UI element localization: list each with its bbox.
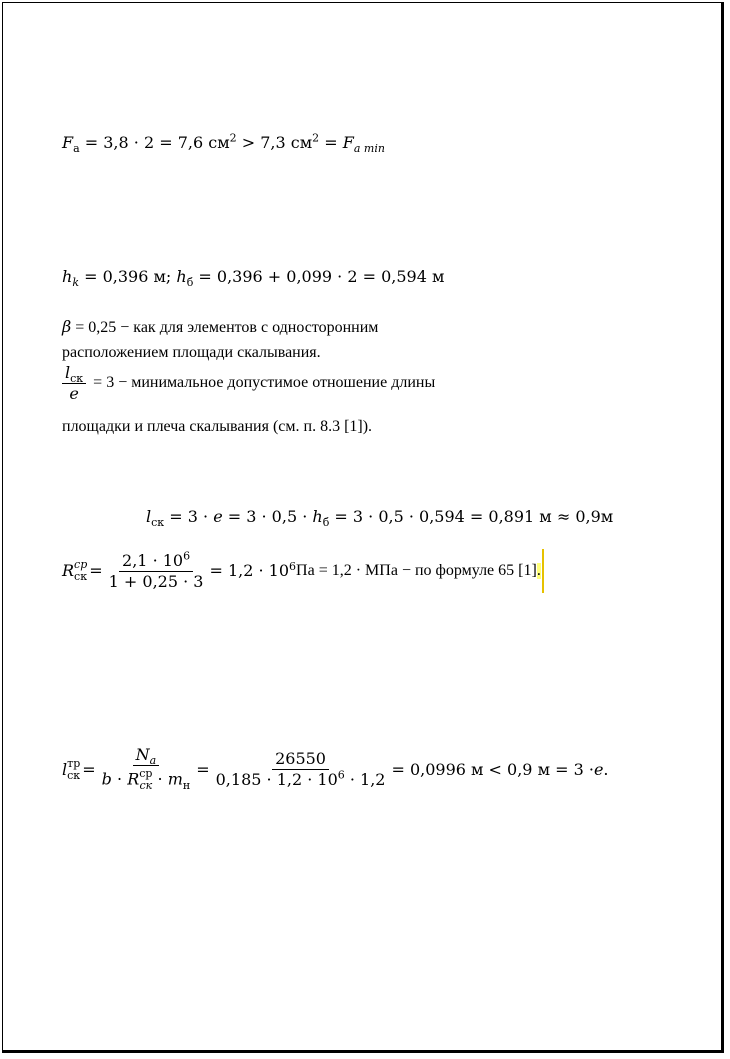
denominator: 1 + 0,25 · 3 — [108, 571, 204, 591]
fraction-l-over-e — [62, 365, 86, 402]
numerator: 26550 — [272, 751, 329, 770]
subscript: ск — [151, 516, 165, 530]
highlighted-period: . — [536, 562, 541, 579]
expression-text: Па = 1,2 · МПа − по формуле 65 [1] — [296, 562, 537, 579]
symbol-h: h — [176, 267, 187, 286]
superscript: ср — [74, 557, 88, 571]
subscript: а — [73, 142, 80, 156]
symbol-l: l — [65, 363, 71, 382]
superscript: 2 — [312, 131, 320, 145]
subscript: ск — [70, 372, 84, 386]
operator: · — [111, 769, 128, 789]
ratio-line-2 — [62, 419, 372, 435]
subscript: ск — [139, 779, 153, 793]
text-cursor — [542, 549, 544, 593]
equation-heights — [62, 267, 445, 290]
beta-line-1 — [62, 319, 378, 336]
subscript: k — [72, 276, 79, 290]
superscript: ср — [139, 767, 153, 780]
subscript: н — [182, 778, 191, 792]
fraction-strength — [106, 549, 207, 591]
symbol-m: m — [167, 769, 183, 789]
superscript: тр — [67, 756, 81, 770]
expression-text: > 7,3 см — [236, 133, 313, 152]
subscript: ск — [74, 570, 88, 583]
expression-text: = 0,396 + 0,099 · 2 = 0,594 м — [193, 267, 445, 286]
superscript: 6 — [183, 549, 191, 563]
ratio-line-1 — [59, 365, 435, 402]
subscript: a — [149, 754, 157, 768]
superscript: 6 — [289, 560, 297, 573]
symbol-N: N — [135, 745, 150, 764]
expression-text: = 3 · 0,5 · — [222, 507, 313, 526]
denominator: 0,185 · 1,2 · 10 — [215, 770, 338, 790]
subscript: ск — [67, 768, 81, 782]
expression-text: = 3 · — [164, 507, 214, 526]
expression-text: = — [319, 133, 343, 152]
expression-text: = 0,0996 м < 0,9 м = 3 · — [391, 759, 594, 779]
symbol-h: h — [62, 267, 73, 286]
subscript: б — [186, 276, 194, 290]
symbol-e: e — [593, 759, 604, 779]
symbol-F: F — [62, 133, 74, 152]
symbol-l: l — [146, 507, 152, 526]
document-page — [2, 2, 724, 1053]
paragraph-text: расположением площади скалывания. — [62, 344, 321, 361]
fraction-symbolic — [99, 747, 194, 792]
symbol-R: R — [62, 561, 75, 580]
symbol-e: e — [69, 384, 79, 403]
subscript: а min — [353, 142, 385, 156]
paragraph-text: площадки и плеча скалывания (см. п. 8.3 [1]). — [62, 418, 373, 435]
operator: · — [152, 769, 168, 789]
symbol-h: h — [312, 507, 323, 526]
expression-text: . — [603, 759, 609, 779]
equation-required-length: l тр ск = $N_a$ b · R ср ск · $m_н$ = $\frac{26550}{0,185 \cdot 1,2 \cdot 10^6 \cdot 1,2}$ = 0,0996 м < 0,9 м = 3 · e . — [62, 745, 609, 793]
symbol-beta: β — [62, 317, 72, 336]
numerator: 2,1 · 10 — [122, 550, 184, 570]
symbol-R: R — [127, 769, 140, 789]
paragraph-text: = 0,25 − как для элементов с односторонним — [71, 319, 379, 336]
paragraph-text: = 3 − минимальное допустимое отношение длины — [89, 374, 436, 392]
denominator: · 1,2 — [344, 770, 386, 790]
fraction-numeric — [213, 751, 389, 788]
expression-text: = 0,396 м; — [78, 267, 177, 286]
subscript: б — [322, 516, 330, 530]
expression-text: = 3 · 0,5 · 0,594 = 0,891 м ≈ 0,9м — [329, 507, 614, 526]
equation-shear-length — [146, 507, 614, 530]
expression-text: = 3,8 · 2 = 7,6 см — [79, 133, 230, 152]
symbol-b: b — [101, 769, 112, 789]
symbol-l: l — [62, 759, 68, 779]
equation-shear-strength: R ср ск = $\frac{2,1 \cdot 10^6}{1 + 0,25 \cdot 3}$ = 1,2 · 10 $^6$ Па = 1,2 · МПа − по формуле 65 [1] . — [62, 549, 544, 593]
symbol-F: F — [342, 133, 354, 152]
superscript: 2 — [229, 131, 237, 145]
superscript: 6 — [337, 768, 345, 782]
symbol-e: e — [213, 507, 223, 526]
beta-line-2 — [62, 345, 321, 361]
expression-text: = 1,2 · 10 — [209, 561, 290, 580]
equation-reinforcement-area — [62, 131, 385, 156]
